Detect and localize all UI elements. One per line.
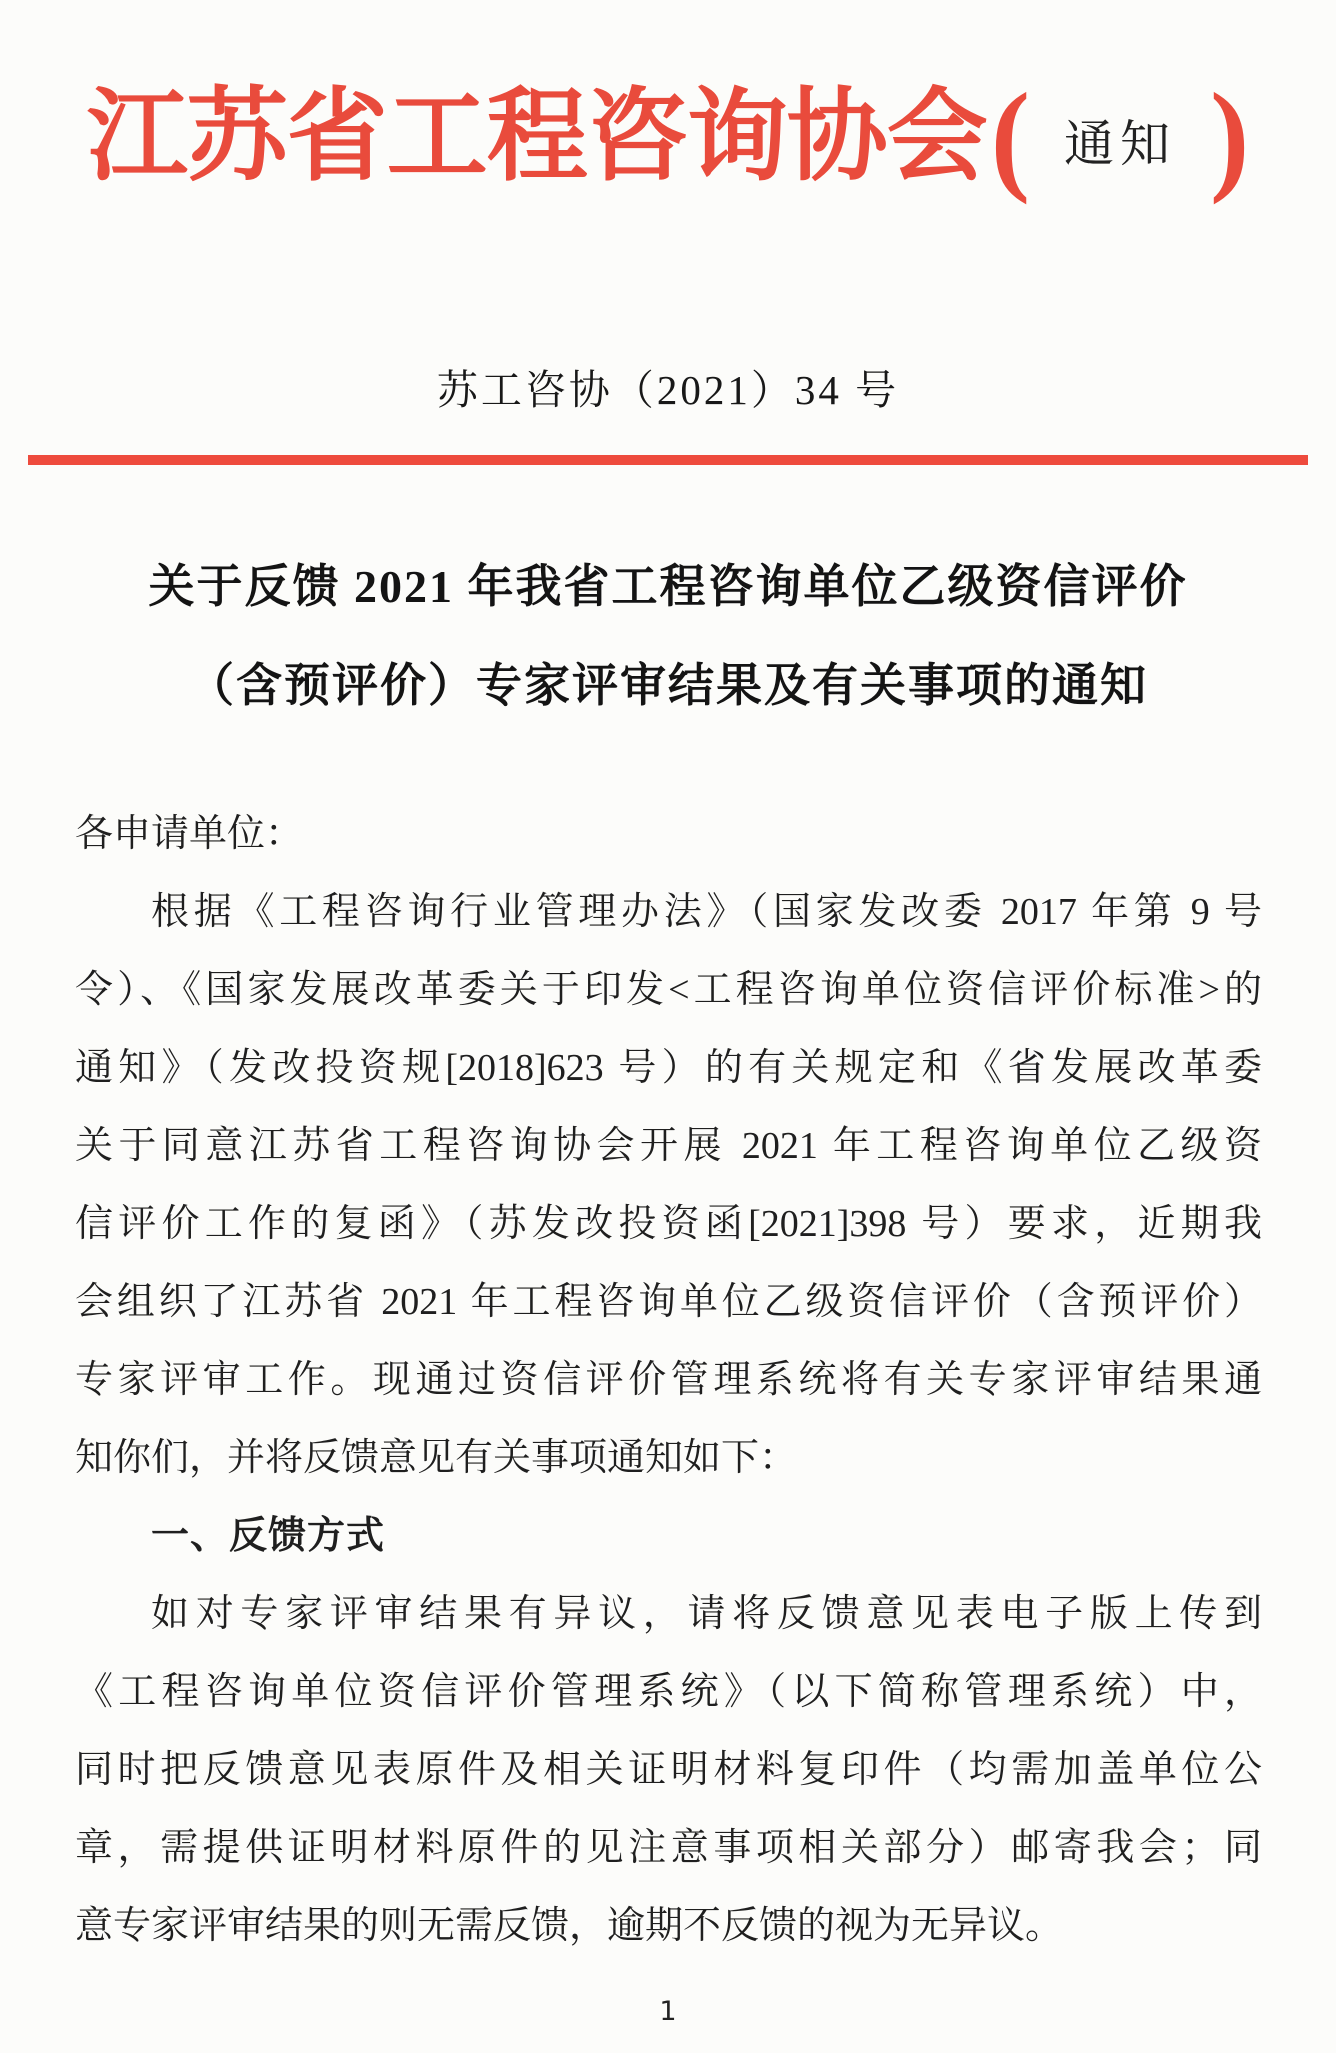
page-footer (0, 1996, 1336, 2027)
body-line: 专家评审工作。现通过资信评价管理系统将有关专家评审结果通 (75, 1359, 1262, 1402)
document-masthead (0, 0, 1336, 206)
document-title (0, 537, 1336, 735)
body-line: 根据《工程咨询行业管理办法》（国家发改委 2017 年第 9 号 (151, 891, 1262, 934)
body-line: 同时把反馈意见表原件及相关证明材料复印件（均需加盖单位公 (75, 1749, 1262, 1792)
red-divider-rule (28, 455, 1308, 465)
title-line-2: （含预评价）专家评审结果及有关事项的通知 (188, 660, 1148, 712)
paren-open: ( (990, 67, 1030, 206)
doc-type-label: 通知 (1064, 116, 1176, 172)
body-line: 知你们，并将反馈意见有关事项通知如下： (75, 1437, 798, 1480)
body-line: 令）、《国家发展改革委关于印发<工程咨询单位资信评价标准>的 (75, 969, 1262, 1012)
salutation: 各申请单位： (75, 813, 304, 856)
page-number: 1 (659, 1996, 677, 2027)
section-heading-1: 一、反馈方式 (151, 1515, 386, 1558)
body-line: 关于同意江苏省工程咨询协会开展 2021 年工程咨询单位乙级资 (75, 1125, 1262, 1168)
body-line: 会组织了江苏省 2021 年工程咨询单位乙级资信评价（含预评价） (75, 1281, 1262, 1324)
org-name: 江苏省工程咨询协会 (86, 80, 987, 193)
body-line: 如对专家评审结果有异议，请将反馈意见表电子版上传到 (151, 1593, 1262, 1636)
body-line: 信评价工作的复函》（苏发改投资函[2021]398 号）要求，近期我 (75, 1203, 1262, 1246)
body-line: 通知》（发改投资规[2018]623 号）的有关规定和《省发展改革委 (75, 1047, 1262, 1090)
paren-close: ) (1210, 67, 1250, 206)
body-line: 《工程咨询单位资信评价管理系统》（以下简称管理系统）中， (75, 1671, 1262, 1714)
doc-number: 苏工咨协（2021）34 号 (436, 367, 900, 413)
title-line-1: 关于反馈 2021 年我省工程咨询单位乙级资信评价 (148, 561, 1188, 613)
document-body (75, 795, 1262, 1965)
body-line: 章，需提供证明材料原件的见注意事项相关部分）邮寄我会；同 (75, 1827, 1262, 1870)
body-line: 意专家评审结果的则无需反馈，逾期不反馈的视为无异议。 (75, 1905, 1064, 1948)
